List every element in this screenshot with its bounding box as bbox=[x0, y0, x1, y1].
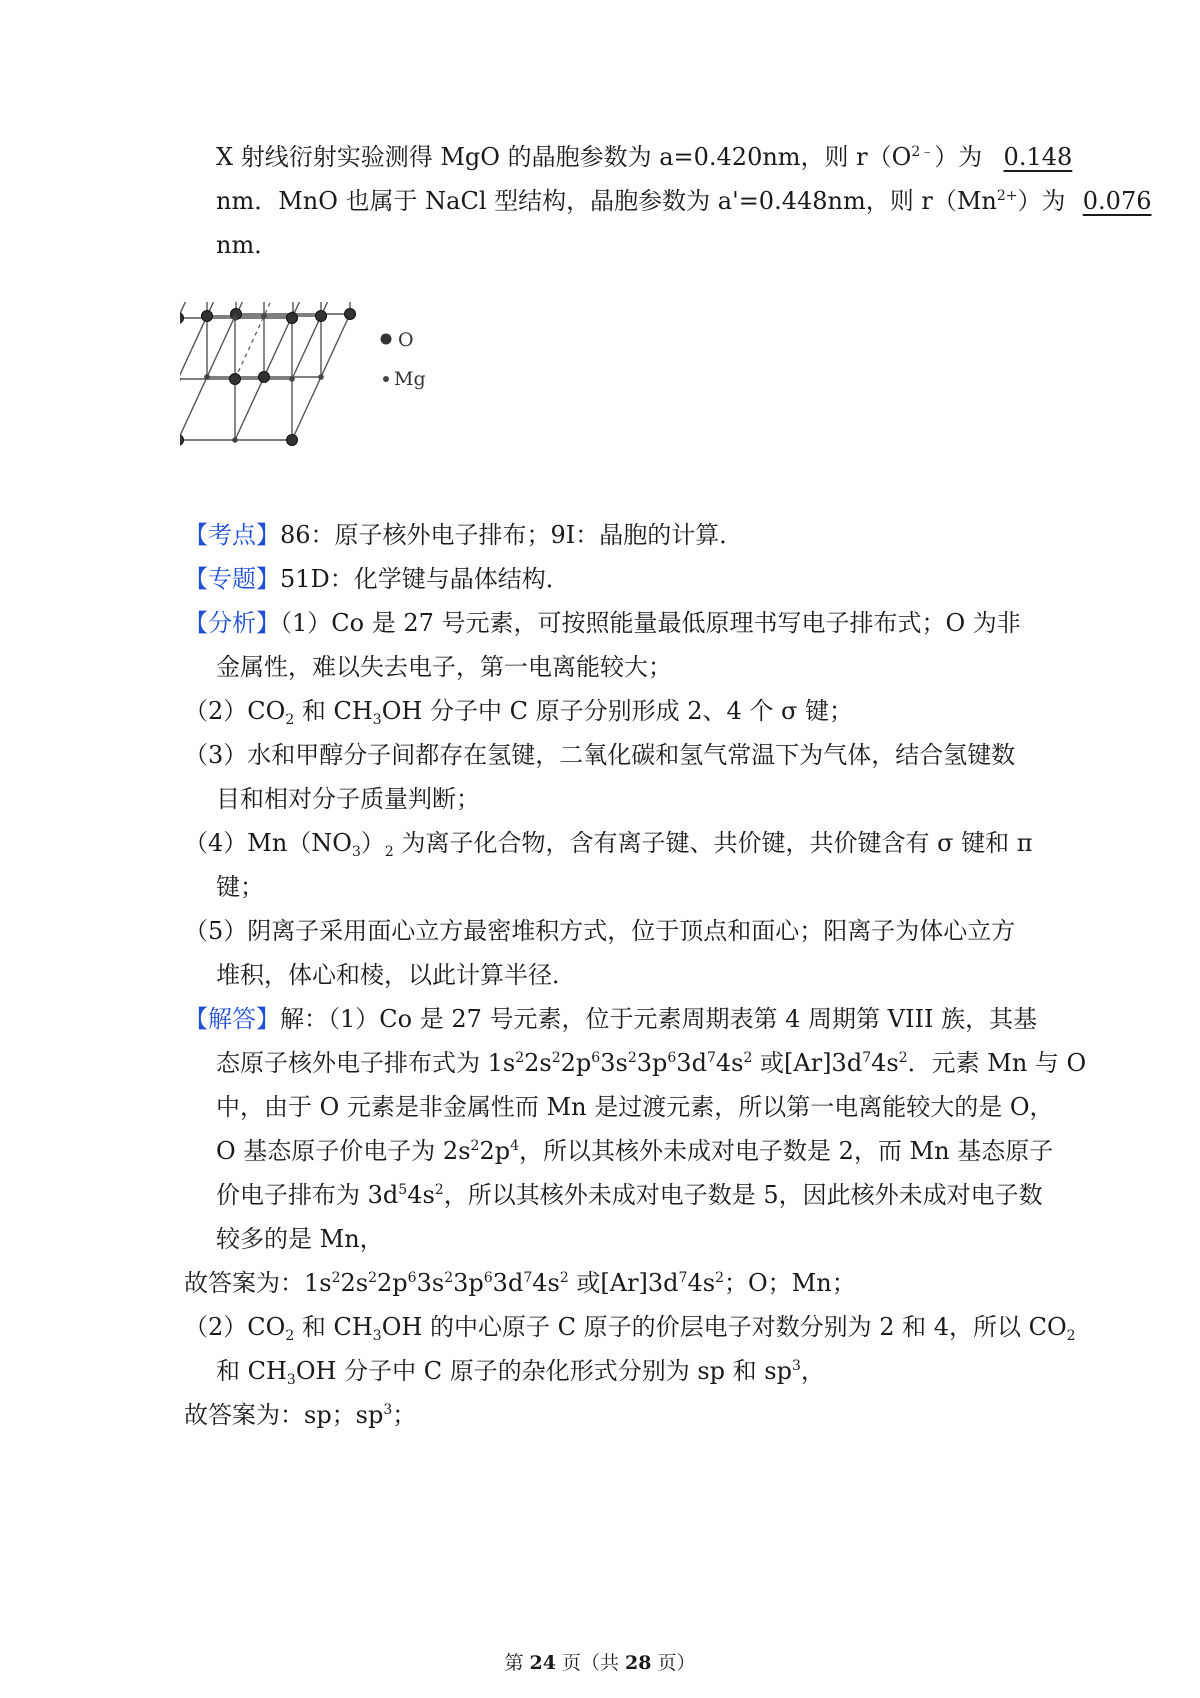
superscript: 5 bbox=[398, 1182, 408, 1198]
jieda-line-2: 态原子核外电子排布式为 $1s^22s^22p^63s^23p^63d^74s^2$ 或$[Ar]3d^74s^2$．元素 Mn 与 O bbox=[216, 1049, 1087, 1077]
cube-lattice-lines bbox=[180, 302, 350, 440]
subscript: 2 bbox=[285, 1328, 295, 1344]
kaodian-text: 86：原子核外电子排布；9I：晶胞的计算． bbox=[280, 521, 744, 549]
jieda-q2-line-2 bbox=[216, 1354, 825, 1388]
intro-text: ）为 bbox=[1017, 187, 1066, 215]
fenxi-line-6 bbox=[184, 826, 1033, 860]
footer-text: 页（共 bbox=[555, 1652, 626, 1674]
superscript: 3 bbox=[383, 1402, 393, 1418]
fenxi-line-2 bbox=[216, 650, 672, 684]
fenxi-text: OH 分子中 C 原子分别形成 2、4 个 σ 键； bbox=[381, 697, 854, 725]
legend-o-label: O bbox=[398, 329, 414, 351]
answer-line-1: 故答案为：$1s^22s^22p^63s^23p^63d^74s^2$ 或$[Ar]3d^74s^2$；O；Mn； bbox=[184, 1269, 856, 1297]
superscript: 2 bbox=[898, 1050, 908, 1066]
superscript: 2 bbox=[368, 1270, 378, 1286]
fenxi-text: 为离子化合物，含有离子键、共价键，共价键含有 σ 键和 π bbox=[393, 829, 1033, 857]
mg-atom bbox=[261, 313, 267, 319]
jieda-text: 态原子核外电子排布式为 1s bbox=[216, 1049, 516, 1077]
subscript: 2 bbox=[1066, 1328, 1076, 1344]
jieda-line-3 bbox=[216, 1090, 1054, 1124]
superscript: 7 bbox=[862, 1050, 872, 1066]
page-number: 24 bbox=[529, 1652, 556, 1674]
intro-text: ）为 bbox=[934, 143, 983, 171]
o-atom bbox=[180, 435, 184, 446]
mg-atom bbox=[318, 374, 324, 380]
jieda-text: ，所以其核外未成对电子数是 5，因此核外未成对电子数 bbox=[443, 1181, 1043, 1209]
legend-mg-atom bbox=[383, 376, 389, 382]
superscript: 2﹣ bbox=[911, 144, 935, 160]
jieda-text: OH 的中心原子 C 原子的价层电子对数分别为 2 和 4，所以 CO bbox=[381, 1313, 1067, 1341]
fenxi-text: （2）CO bbox=[184, 697, 286, 725]
fenxi-line-9 bbox=[216, 958, 576, 992]
o-atom bbox=[316, 311, 327, 322]
mg-atom bbox=[232, 315, 238, 321]
o-atom bbox=[287, 435, 298, 446]
mg-atom bbox=[180, 376, 181, 382]
superscript: 7 bbox=[706, 1050, 716, 1066]
o-atom bbox=[287, 313, 298, 324]
fenxi-line-5 bbox=[216, 782, 480, 816]
o-atom bbox=[180, 313, 184, 324]
jieda-text: ，所以其核外未成对电子数是 2，而 Mn 基态原子 bbox=[519, 1137, 1054, 1165]
intro-line-3 bbox=[216, 228, 278, 262]
superscript: 2 bbox=[444, 1270, 454, 1286]
figure-legend bbox=[381, 329, 426, 390]
o-atom bbox=[345, 309, 356, 320]
fenxi-line-3 bbox=[184, 694, 853, 728]
superscript: 7 bbox=[523, 1270, 533, 1286]
jieda-line-5: 价电子排布为 $3d^54s^2$，所以其核外未成对电子数是 5，因此核外未成对电子数 bbox=[216, 1181, 1043, 1209]
fenxi-text: 和 CH bbox=[294, 697, 373, 725]
zhuanti-tag: 【专题】 bbox=[184, 565, 280, 593]
fenxi-text: ） bbox=[360, 829, 385, 857]
page-footer bbox=[0, 1648, 1200, 1675]
superscript: 2 bbox=[470, 1138, 480, 1154]
jieda-text: ；O；Mn； bbox=[723, 1269, 856, 1297]
jieda-line-6 bbox=[216, 1222, 384, 1256]
o-atom bbox=[259, 372, 270, 383]
subscript: 2 bbox=[285, 712, 295, 728]
jieda-text: （2）CO bbox=[184, 1313, 286, 1341]
superscript: 7 bbox=[678, 1270, 688, 1286]
mg-atom bbox=[204, 374, 210, 380]
o-atom bbox=[202, 311, 213, 322]
superscript: 2 bbox=[627, 1050, 637, 1066]
jieda-text: 和 CH bbox=[294, 1313, 373, 1341]
fenxi-text: （5）阴离子采用面心立方最密堆积方式，位于顶点和面心；阳离子为体心立方 bbox=[184, 917, 1016, 945]
subscript: 3 bbox=[286, 1372, 296, 1388]
jieda-line-4: O 基态原子价电子为 $2s^22p^4$，所以其核外未成对电子数是 2，而 Mn 基态原子 bbox=[216, 1137, 1054, 1165]
superscript: 2 bbox=[715, 1270, 724, 1286]
fenxi-tag: 【分析】 bbox=[184, 609, 280, 637]
intro-line-1 bbox=[216, 140, 1072, 174]
subscript: 3 bbox=[351, 844, 361, 860]
jieda-text: 价电子排布为 3d bbox=[216, 1181, 399, 1209]
fenxi-line-4 bbox=[184, 738, 1015, 772]
jieda-text: ．元素 Mn 与 O bbox=[907, 1049, 1087, 1077]
superscript: 3 bbox=[791, 1358, 801, 1374]
mg-atom bbox=[232, 437, 238, 443]
intro-text: nm．MnO 也属于 NaCl 型结构，晶胞参数为 a'=0.448nm，则 r（Mn bbox=[216, 187, 997, 215]
subscript: 3 bbox=[372, 1328, 382, 1344]
intro-line-2 bbox=[216, 184, 1152, 218]
jieda-text: 中，由于 O 元素是非金属性而 Mn 是过渡元素，所以第一电离能较大的是 O， bbox=[216, 1093, 1054, 1121]
zhuanti-line bbox=[184, 562, 570, 596]
fenxi-text: 键； bbox=[216, 873, 264, 901]
superscript: 6 bbox=[667, 1050, 677, 1066]
kaodian-line bbox=[184, 518, 743, 552]
fenxi-line-7 bbox=[216, 870, 264, 904]
o-atom bbox=[230, 374, 241, 385]
superscript: 4 bbox=[510, 1138, 520, 1154]
jieda-tag: 【解答】 bbox=[184, 1005, 280, 1033]
superscript: 6 bbox=[407, 1270, 417, 1286]
superscript: 2 bbox=[434, 1182, 444, 1198]
jieda-text: ， bbox=[800, 1357, 825, 1385]
fenxi-text: 目和相对分子质量判断； bbox=[216, 785, 480, 813]
jieda-line-1 bbox=[184, 1002, 1037, 1036]
fenxi-text: （4）Mn（NO bbox=[184, 829, 352, 857]
answer-blank-mn2-radius: 0.076 bbox=[1082, 187, 1152, 215]
superscript: 2 bbox=[551, 1050, 561, 1066]
kaodian-tag: 【考点】 bbox=[184, 521, 280, 549]
footer-text: 第 bbox=[504, 1652, 530, 1674]
jieda-text: 和 CH bbox=[216, 1357, 287, 1385]
answer-blank-o2-radius: 0.148 bbox=[1003, 143, 1073, 171]
fenxi-text: 金属性，难以失去电子，第一电离能较大； bbox=[216, 653, 672, 681]
superscript: 2 bbox=[743, 1050, 753, 1066]
mg-atom bbox=[289, 376, 295, 382]
fenxi-line-1 bbox=[184, 606, 1021, 640]
superscript: 2 bbox=[515, 1050, 525, 1066]
fenxi-line-8 bbox=[184, 914, 1015, 948]
jieda-text: 解：（1）Co 是 27 号元素，位于元素周期表第 4 周期第 VIII 族，其基 bbox=[280, 1005, 1038, 1033]
jieda-q2-line-1 bbox=[184, 1310, 1076, 1344]
fenxi-text: （3）水和甲醇分子间都存在氢键，二氧化碳和氢气常温下为气体，结合氢键数 bbox=[184, 741, 1016, 769]
superscript: 2 bbox=[331, 1270, 341, 1286]
answer-line-2 bbox=[184, 1398, 416, 1432]
total-pages: 28 bbox=[625, 1652, 652, 1674]
jieda-text: 故答案为：sp；sp bbox=[184, 1401, 384, 1429]
jieda-text: OH 分子中 C 原子的杂化形式分别为 sp 和 sp bbox=[295, 1357, 792, 1385]
zhuanti-text: 51D：化学键与晶体结构． bbox=[280, 565, 570, 593]
fenxi-text: （1）Co 是 27 号元素，可按照能量最低原理书写电子排布式；O 为非 bbox=[280, 609, 1021, 637]
legend-mg-label: Mg bbox=[394, 368, 426, 390]
footer-text: 页） bbox=[651, 1652, 696, 1674]
subscript: 2 bbox=[384, 844, 394, 860]
superscript: 6 bbox=[483, 1270, 493, 1286]
superscript: 2 bbox=[559, 1270, 569, 1286]
mgo-crystal-figure bbox=[180, 302, 480, 498]
jieda-text: ； bbox=[392, 1401, 417, 1429]
superscript: 2+ bbox=[996, 188, 1018, 204]
jieda-text: 故答案为：1s bbox=[184, 1269, 332, 1297]
intro-text: X 射线衍射实验测得 MgO 的晶胞参数为 a=0.420nm，则 r（O bbox=[216, 143, 912, 171]
superscript: 6 bbox=[591, 1050, 601, 1066]
jieda-text: O 基态原子价电子为 2s bbox=[216, 1137, 471, 1165]
jieda-text: 较多的是 Mn， bbox=[216, 1225, 384, 1253]
fenxi-text: 堆积，体心和棱，以此计算半径． bbox=[216, 961, 576, 989]
intro-text: nm． bbox=[216, 231, 279, 259]
jieda-text: 或[Ar]3d bbox=[760, 1049, 863, 1077]
legend-o-atom bbox=[381, 334, 392, 345]
subscript: 3 bbox=[372, 712, 382, 728]
